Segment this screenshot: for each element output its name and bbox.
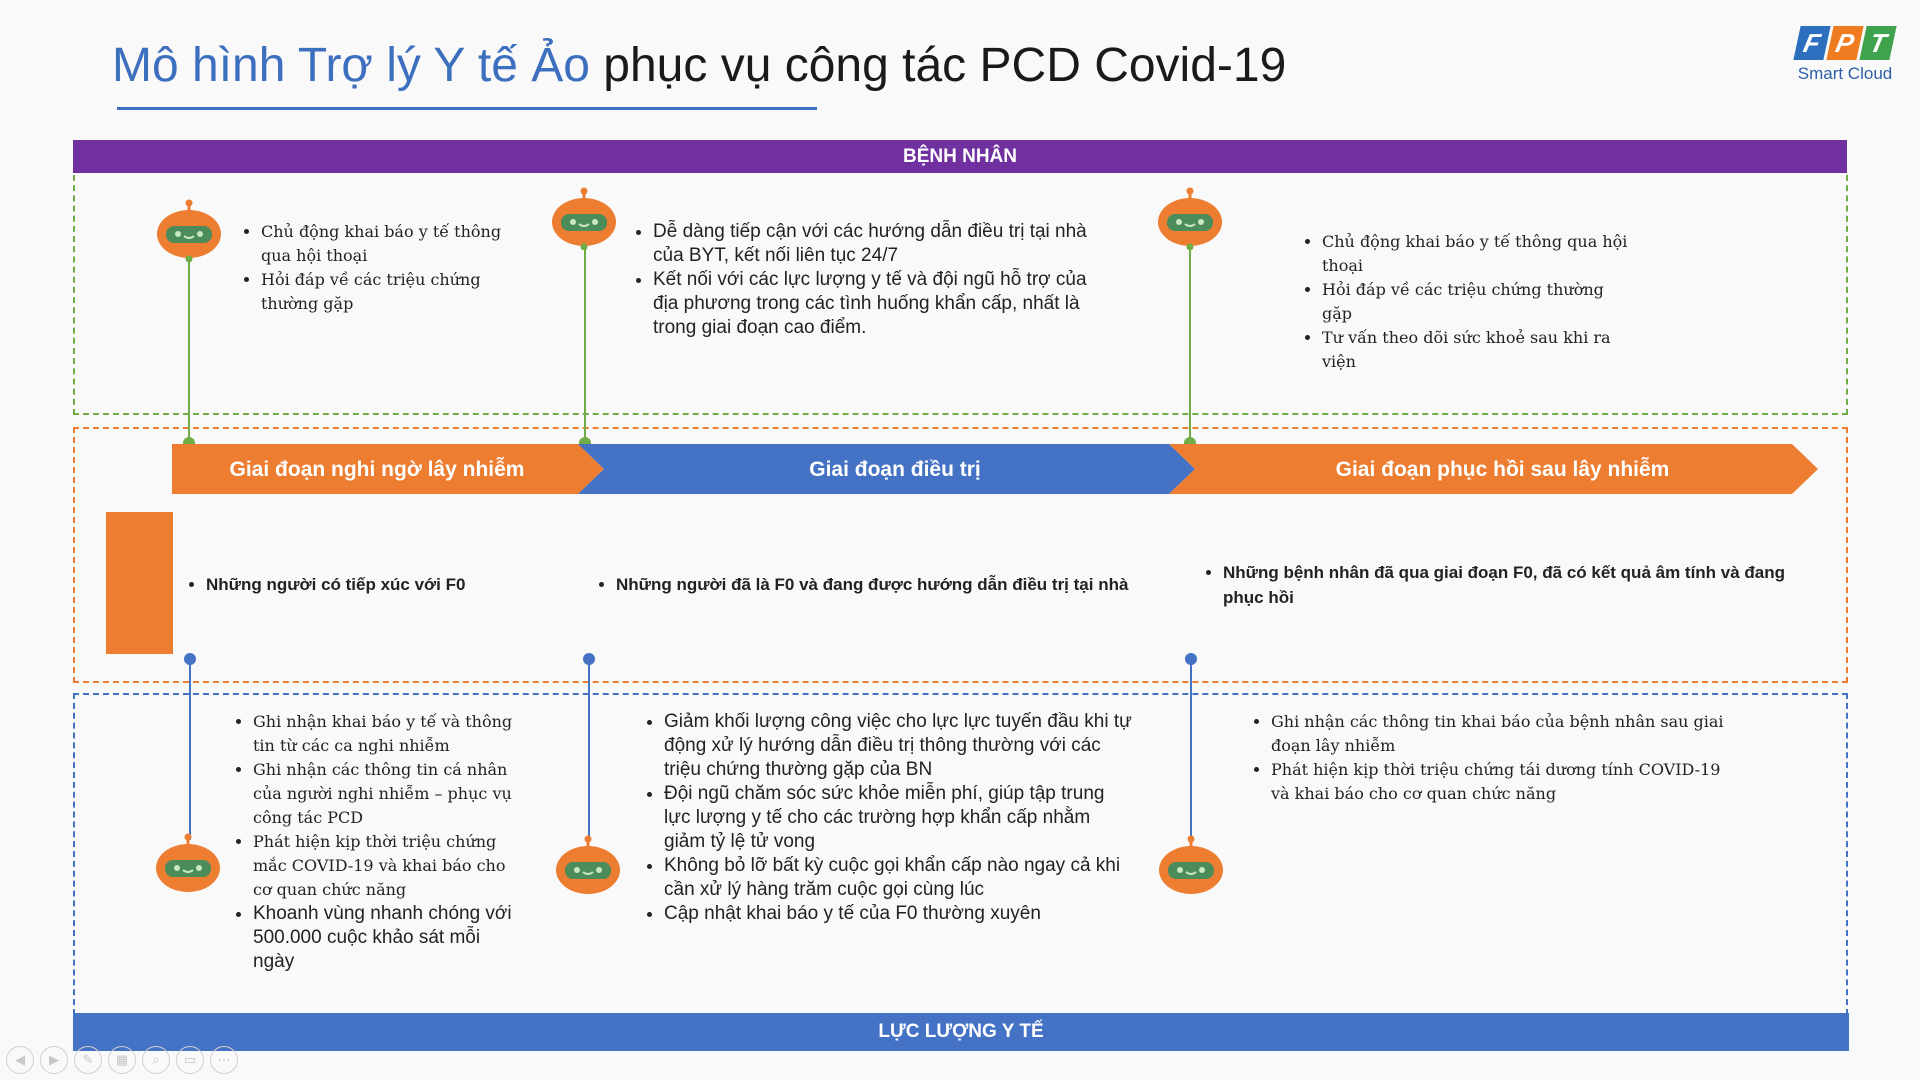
list-item: • Chủ động khai báo y tế thông qua hội thoại xyxy=(1322,230,1634,278)
list-item: • Hỏi đáp về các triệu chứng thường gặp xyxy=(1322,278,1634,326)
staff-points-treatment xyxy=(636,710,1136,926)
connector-dot xyxy=(184,653,196,665)
phase-desc-item: • Những người đã là F0 và đang được hướng dẫn điều trị tại nhà xyxy=(616,572,1168,597)
page-title xyxy=(112,36,1286,96)
phase-desc-treatment xyxy=(588,572,1168,597)
robot-icon xyxy=(552,834,624,898)
phase-label-recovery: Giai đoạn phục hồi sau lây nhiễm xyxy=(1335,458,1670,481)
pen-icon[interactable]: ✎ xyxy=(74,1046,102,1074)
slides-grid-icon[interactable]: ▦ xyxy=(108,1046,136,1074)
list-item: • Dễ dàng tiếp cận với các hướng dẫn điều trị tại nhà của BYT, kết nối liên tục 24/7 xyxy=(653,220,1095,268)
list-item: • Ghi nhận các thông tin khai báo của bệnh nhân sau giai đoạn lây nhiễm xyxy=(1271,710,1743,758)
connector-line xyxy=(188,255,190,443)
connector-line xyxy=(189,660,191,840)
list-item: • Phát hiện kịp thời triệu chứng tái dương tính COVID-19 và khai báo cho cơ quan chức năng xyxy=(1271,758,1743,806)
list-item: • Chủ động khai báo y tế thông qua hội thoại xyxy=(261,220,503,268)
subtitle-icon[interactable]: ▭ xyxy=(176,1046,204,1074)
staff-points-recovery xyxy=(1243,710,1743,806)
robot-icon xyxy=(152,832,224,896)
robot-icon xyxy=(153,198,225,262)
title-underline xyxy=(117,107,817,110)
list-item: • Khoanh vùng nhanh chóng với 500.000 cuộc khảo sát mỗi ngày xyxy=(253,902,525,974)
list-item: • Ghi nhận khai báo y tế và thông tin từ các ca nghi nhiễm xyxy=(253,710,525,758)
list-item: • Phát hiện kịp thời triệu chứng mắc COVID-19 và khai báo cho cơ quan chức năng xyxy=(253,830,525,902)
phase-label-suspected: Giai đoạn nghi ngờ lây nhiễm xyxy=(229,458,525,481)
connector-line xyxy=(588,660,590,840)
title-rest: phục vụ công tác PCD Covid-19 xyxy=(589,39,1287,92)
presentation-toolbar xyxy=(6,1046,238,1074)
next-slide-icon[interactable]: ▶ xyxy=(40,1046,68,1074)
patient-points-treatment xyxy=(625,220,1095,340)
logo-subtitle: Smart Cloud xyxy=(1797,64,1893,83)
connector-line xyxy=(1189,243,1191,443)
robot-icon xyxy=(1155,834,1227,898)
phase-desc-item: • Những bệnh nhân đã qua giai đoạn F0, đã có kết quả âm tính và đang phục hồi xyxy=(1223,560,1815,610)
staff-points-suspected xyxy=(225,710,525,974)
list-item: • Giảm khối lượng công việc cho lực lực tuyến đầu khi tự động xử lý hướng dẫn điều trị thông thường với các triệu chứng thường gặp của BN xyxy=(664,710,1136,782)
list-item: • Cập nhật khai báo y tế của F0 thường xuyên xyxy=(664,902,1136,926)
staff-band: LỰC LƯỢNG Y TẾ xyxy=(73,1013,1849,1051)
more-options-icon[interactable]: ⋯ xyxy=(210,1046,238,1074)
phase-desc-suspected xyxy=(178,572,578,597)
list-item: • Đội ngũ chăm sóc sức khỏe miễn phí, giúp tập trung lực lượng y tế cho các trường hợp khẩn cấp nhằm giảm tỷ lệ tử vong xyxy=(664,782,1136,854)
logo-letter-f: F xyxy=(1793,26,1830,60)
connector-dot xyxy=(583,653,595,665)
logo-letter-t: T xyxy=(1859,26,1896,60)
list-item: • Ghi nhận các thông tin cá nhân của người nghi nhiễm – phục vụ công tác PCD xyxy=(253,758,525,830)
patient-band: BỆNH NHÂN xyxy=(73,140,1847,173)
phase-desc-item: • Những người có tiếp xúc với F0 xyxy=(206,572,578,597)
phase-label-treatment: Giai đoạn điều trị xyxy=(809,458,981,481)
zoom-icon[interactable]: ⌕ xyxy=(142,1046,170,1074)
fpt-logo xyxy=(1790,26,1900,84)
side-marker xyxy=(106,512,173,654)
logo-letter-p: P xyxy=(1826,26,1863,60)
patient-points-recovery xyxy=(1294,230,1634,374)
robot-icon xyxy=(1154,186,1226,250)
connector-line xyxy=(1190,660,1192,840)
list-item: • Hỏi đáp về các triệu chứng thường gặp xyxy=(261,268,503,316)
robot-icon xyxy=(548,186,620,250)
phase-desc-recovery xyxy=(1195,560,1815,610)
connector-line xyxy=(584,243,586,443)
list-item: • Tư vấn theo dõi sức khoẻ sau khi ra viện xyxy=(1322,326,1634,374)
title-highlight: Mô hình Trợ lý Y tế Ảo xyxy=(112,39,590,92)
patient-points-suspected xyxy=(233,220,503,316)
connector-dot xyxy=(1185,653,1197,665)
list-item: • Kết nối với các lực lượng y tế và đội ngũ hỗ trợ của địa phương trong các tình huống khẩn cấp, nhất là trong giai đoạn cao điểm. xyxy=(653,268,1095,340)
prev-slide-icon[interactable]: ◀ xyxy=(6,1046,34,1074)
list-item: • Không bỏ lỡ bất kỳ cuộc gọi khẩn cấp nào ngay cả khi cần xử lý hàng trăm cuộc gọi cùng lúc xyxy=(664,854,1136,902)
